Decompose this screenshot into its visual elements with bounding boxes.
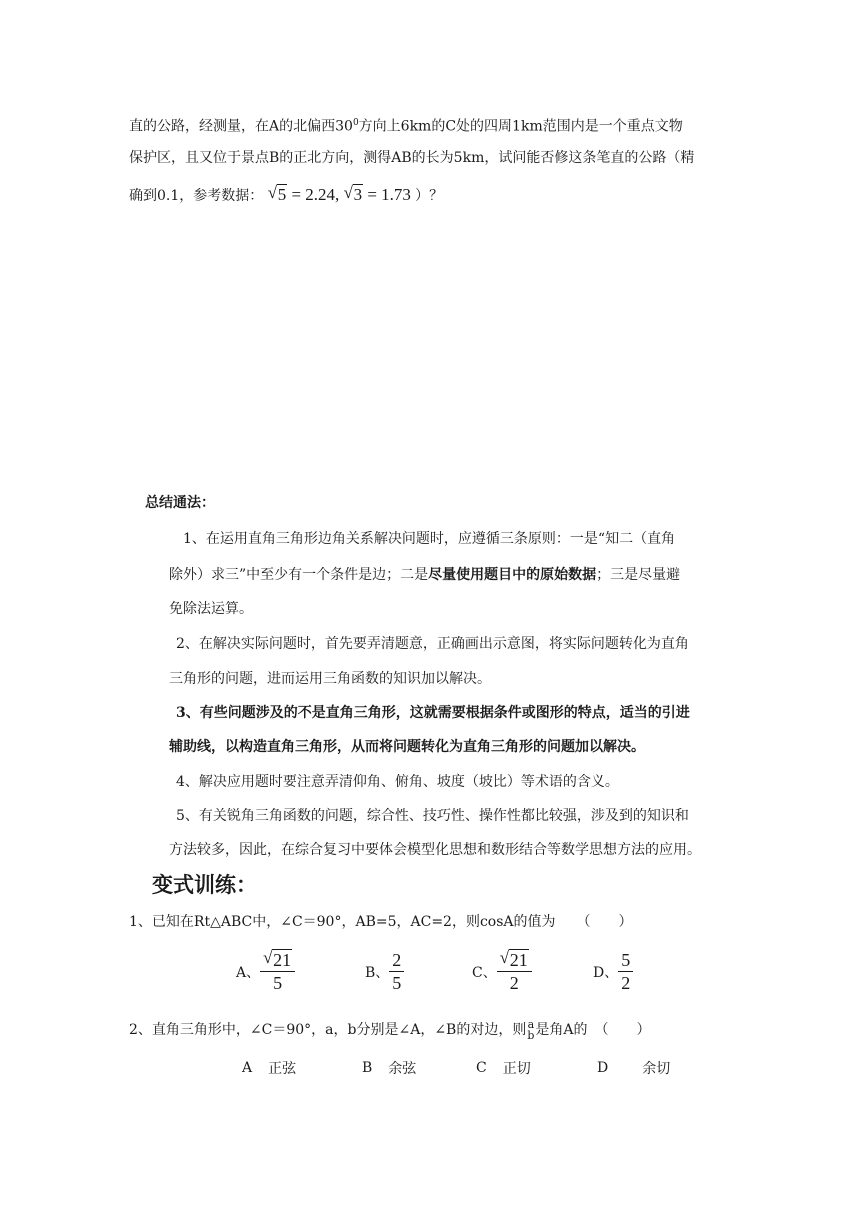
summary-heading: 总结通法： xyxy=(145,495,215,511)
q2-option-d[interactable]: D 余切 xyxy=(597,1060,671,1077)
summary-p1-l3: 免除法运算。 xyxy=(169,601,253,617)
summary-p1-l2 xyxy=(169,565,680,585)
problem-line-1 xyxy=(129,113,683,137)
q1-option-b[interactable] xyxy=(365,949,404,994)
q1-option-d-label: D、 xyxy=(593,964,619,981)
q1-option-b-fraction: $\frac{2}{5}$ xyxy=(389,949,404,994)
ref-eq-1: = 2.24, xyxy=(287,185,344,204)
summary-p5-l2: 方法较多，因此，在综合复习中要体会模型化思想和数形结合等数学思想方法的应用。 xyxy=(169,842,701,858)
reference-data-formula xyxy=(268,185,415,204)
question-2-a: 2、直角三角形中，∠C＝90°，a，b分别是∠A，∠B的对边，则 xyxy=(129,1022,527,1038)
problem-line-2 xyxy=(129,148,694,168)
summary-p1-l2-a: 除外）求三”中至少有一个条件是边；二是 xyxy=(169,567,429,583)
summary-p1-l2-bold: 尽量使用题目中的原始数据 xyxy=(428,567,597,583)
question-2 xyxy=(129,1017,651,1043)
q2-option-a[interactable]: A 正弦 xyxy=(242,1060,297,1077)
q2-option-c-text: 正切 xyxy=(502,1061,531,1077)
summary-p1-l2-b: ；三是尽量避 xyxy=(596,567,681,583)
practice-title: 变式训练： xyxy=(152,873,257,897)
ref-eq-2: = 1.73 xyxy=(363,185,411,204)
q1-option-d[interactable] xyxy=(593,949,633,994)
summary-p3-l1: 3、有些问题涉及的不是直角三角形，这就需要根据条件或图形的特点，适当的引进 xyxy=(176,705,690,721)
q2-option-d-text: 余切 xyxy=(642,1061,671,1077)
q1-option-c-fraction: √ 21 2 xyxy=(497,949,532,994)
q2-option-b-text: 余弦 xyxy=(388,1061,417,1077)
problem-line-2-text: 保护区，且又位于景点B的正北方向，测得AB的长为5km，试问能否修这条笔直的公路（精 xyxy=(129,150,695,166)
problem-line-1-a: 直的公路，经测量，在A的北偏西30 xyxy=(129,118,353,135)
problem-line-3-a: 确到0.1，参考数据： xyxy=(129,188,264,204)
summary-p2-l1: 2、在解决实际问题时，首先要弄清题意，正确画出示意图，将实际问题转化为直角 xyxy=(176,636,689,652)
summary-p1-l1: 1、在运用直角三角形边角关系解决问题时，应遵循三条原则：一是“知二（直角 xyxy=(183,531,676,547)
q1-option-c-label: C、 xyxy=(472,964,497,981)
problem-line-1-b: 方向上6km的C处的四周1km范围内是一个重点文物 xyxy=(358,118,683,135)
q1-option-a-label: A、 xyxy=(236,964,261,981)
question-1: 1、已知在Rt△ABC中，∠C＝90°，AB=5，AC=2，则cosA的值为 （ ） xyxy=(129,914,633,930)
q2-a-over-b: a b xyxy=(527,1018,535,1042)
summary-p4-l1: 4、解决应用题时要注意弄清仰角、俯角、坡度（坡比）等术语的含义。 xyxy=(176,774,619,790)
summary-p5-l1: 5、有关锐角三角函数的问题，综合性、技巧性、操作性都比较强，涉及到的知识和 xyxy=(176,808,689,824)
q2-option-a-text: 正弦 xyxy=(268,1061,297,1077)
degree-superscript: 0 xyxy=(352,118,359,128)
q1-option-b-label: B、 xyxy=(365,964,390,981)
summary-p3-l2: 辅助线，以构造直角三角形，从而将问题转化为直角三角形的问题加以解决。 xyxy=(169,739,645,755)
q1-option-a[interactable] xyxy=(236,949,295,994)
question-2-b: 是角A的 （ ） xyxy=(535,1022,651,1038)
sqrt-5: √ 5 xyxy=(267,183,287,204)
problem-line-3 xyxy=(129,185,443,206)
q1-option-c[interactable] xyxy=(472,949,532,994)
q2-option-b[interactable]: B 余弦 xyxy=(362,1060,417,1077)
q1-option-a-fraction: √ 21 5 xyxy=(260,949,295,994)
summary-p2-l2: 三角形的问题，进而运用三角函数的知识加以解决。 xyxy=(169,671,491,687)
q1-option-d-fraction: $\frac{5}{2}$ xyxy=(618,949,633,994)
q2-option-c[interactable]: C 正切 xyxy=(476,1060,531,1077)
sqrt-3: √ 3 xyxy=(343,183,363,204)
problem-line-3-b: ）？ xyxy=(415,188,444,204)
